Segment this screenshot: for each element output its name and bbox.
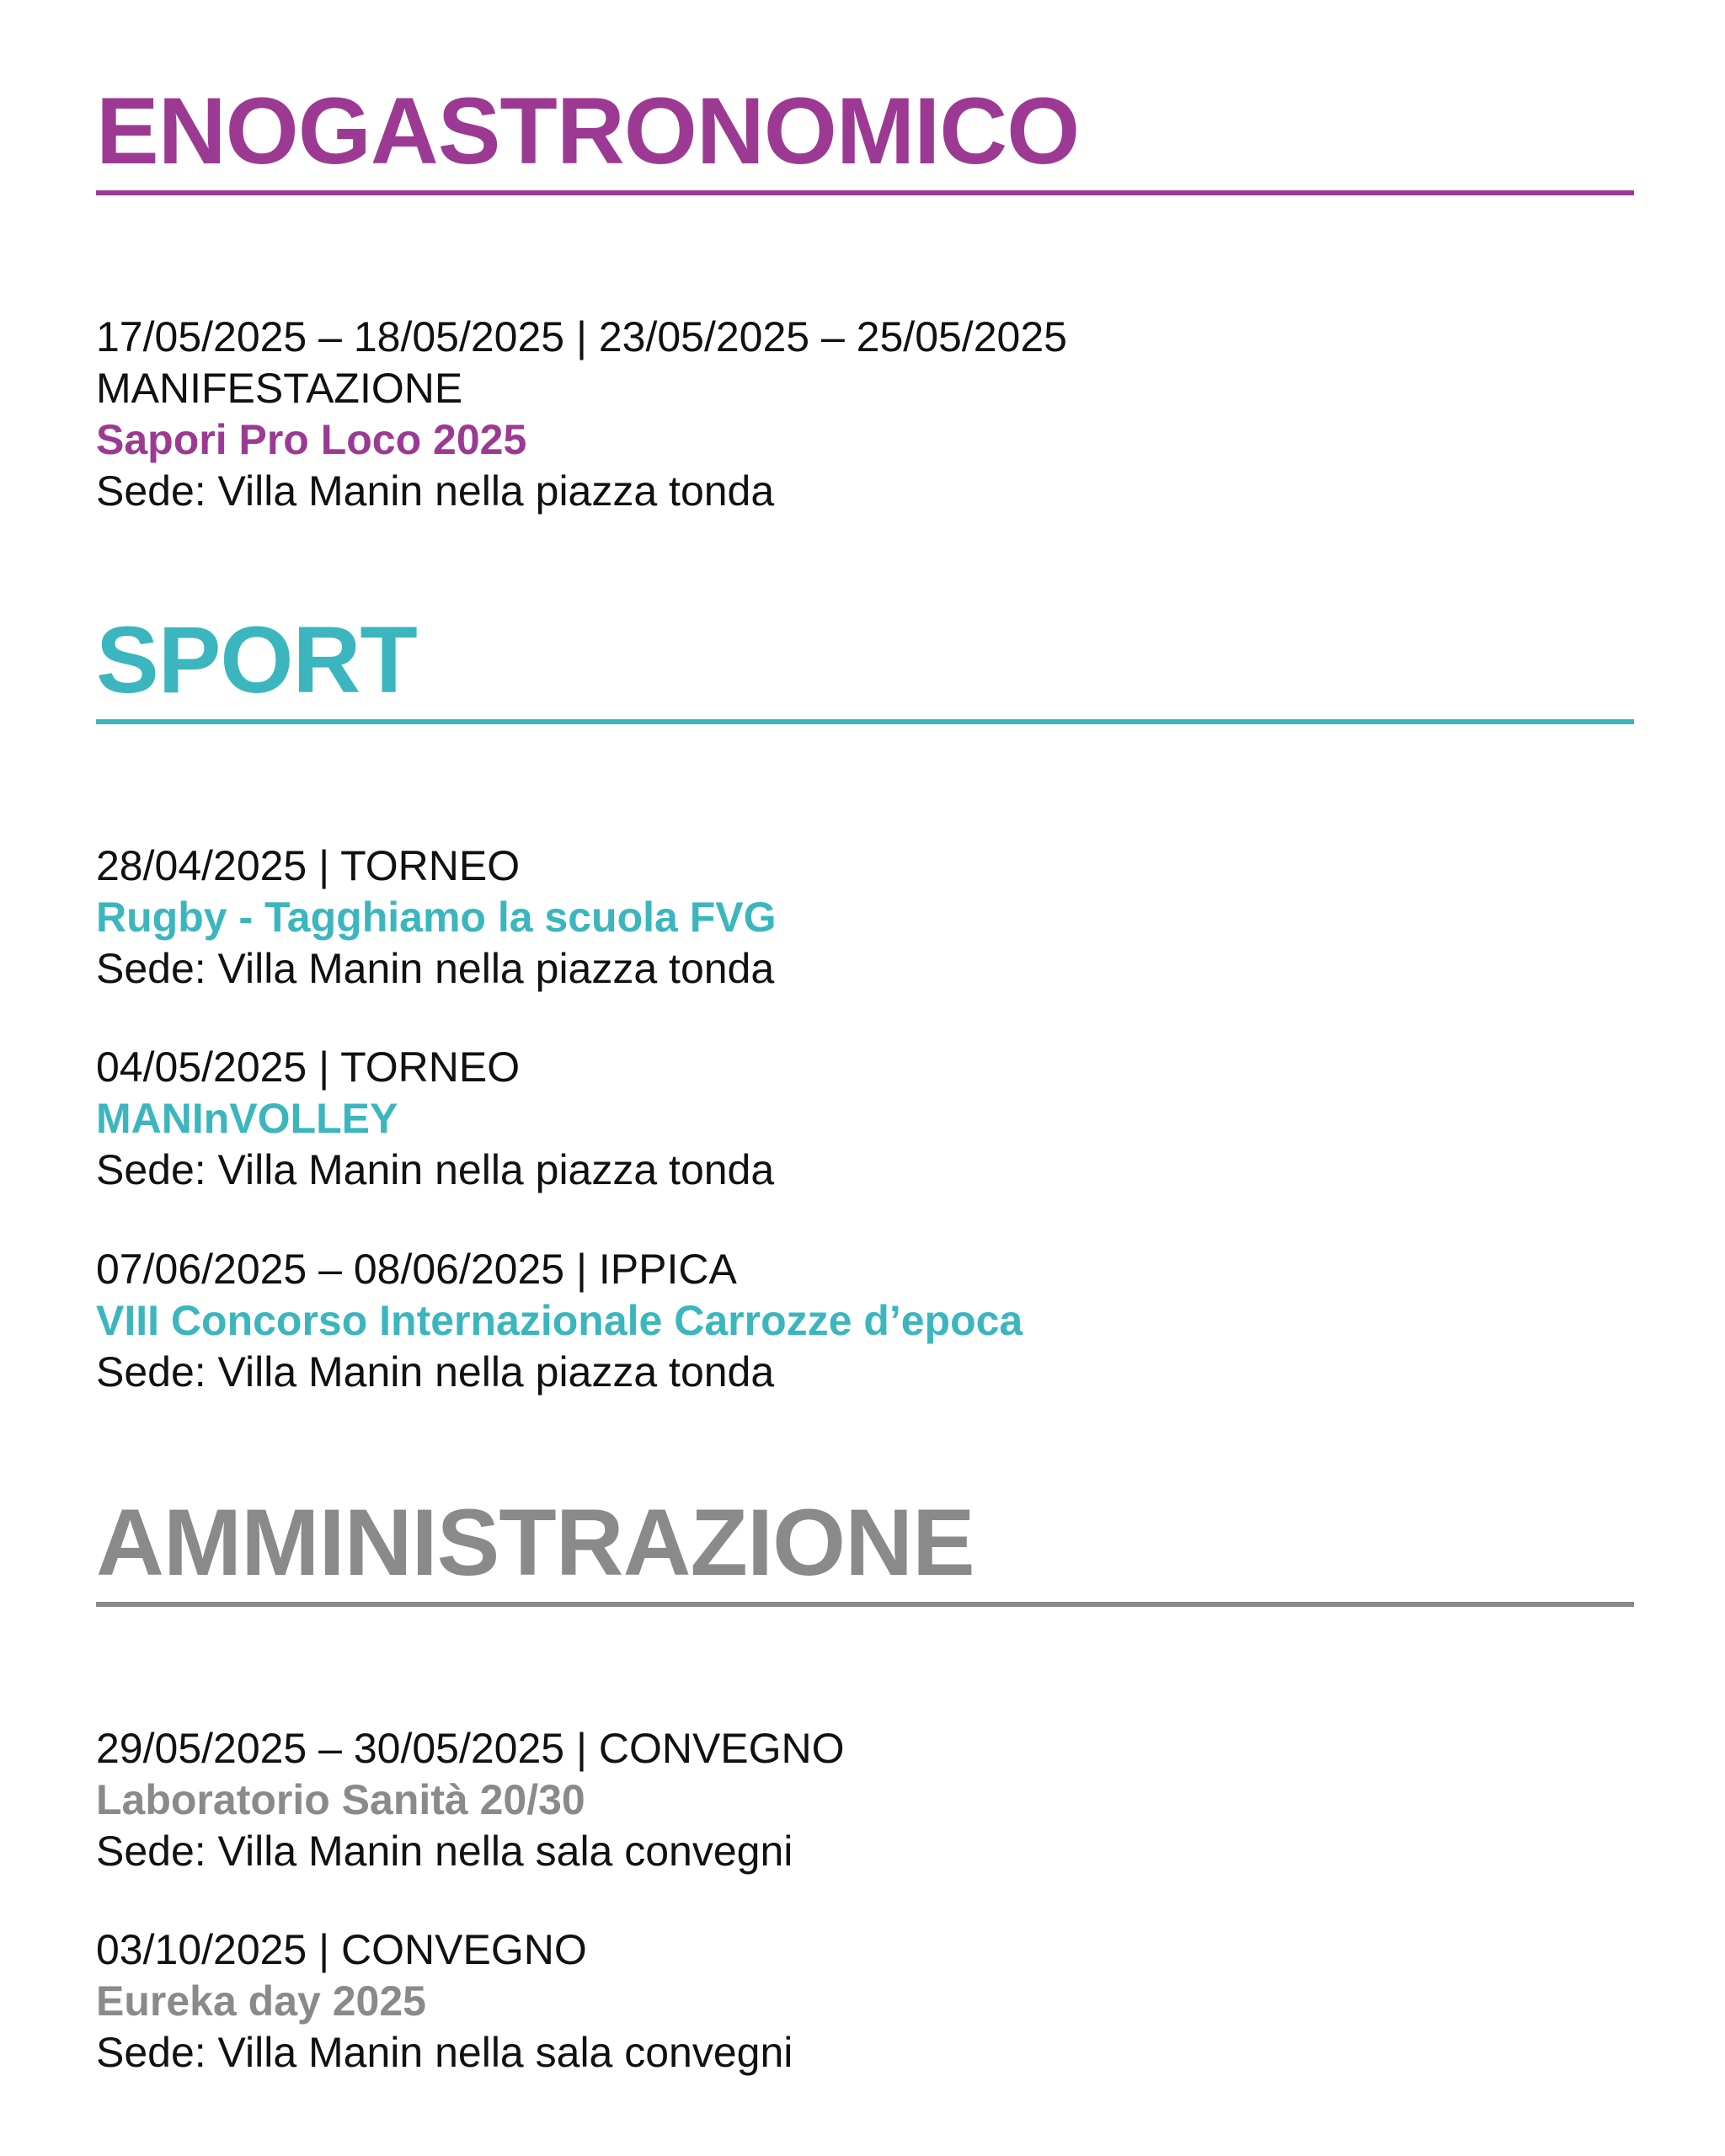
event-venue: Sede: Villa Manin nella sala convegni (96, 1828, 793, 1875)
event-item (96, 1924, 793, 2079)
section-divider (96, 719, 1634, 724)
event-item (96, 1244, 1023, 1398)
section-enogastronomico (96, 78, 1634, 515)
event-date: 04/05/2025 | TORNEO (96, 1043, 521, 1091)
event-date: 03/10/2025 | CONVEGNO (96, 1926, 587, 1973)
event-item (96, 841, 777, 995)
event-venue: Sede: Villa Manin nella piazza tonda (96, 1146, 775, 1193)
section-amministrazione (96, 1490, 1634, 2076)
event-title: Rugby - Tagghiamo la scuola FVG (96, 894, 777, 941)
event-date: 28/04/2025 | TORNEO (96, 842, 521, 889)
event-item (96, 1042, 774, 1196)
event-category: MANIFESTAZIONE (96, 365, 463, 412)
event-venue: Sede: Villa Manin nella sala convegni (96, 2029, 793, 2076)
event-title: Eureka day 2025 (96, 1977, 426, 2025)
section-title: SPORT (96, 607, 417, 712)
event-date: 29/05/2025 – 30/05/2025 | CONVEGNO (96, 1725, 845, 1772)
event-date: 07/06/2025 – 08/06/2025 | IPPICA (96, 1246, 737, 1293)
section-divider (96, 190, 1634, 195)
event-title: VIII Concorso Internazionale Carrozze d’epoca (96, 1297, 1023, 1344)
event-title: Sapori Pro Loco 2025 (96, 416, 527, 463)
event-title: MANInVOLLEY (96, 1095, 398, 1142)
event-venue: Sede: Villa Manin nella piazza tonda (96, 1348, 775, 1396)
event-title: Laboratorio Sanità 20/30 (96, 1776, 585, 1823)
event-item (96, 312, 1067, 517)
section-title: ENOGASTRONOMICO (96, 78, 1080, 184)
event-venue: Sede: Villa Manin nella piazza tonda (96, 945, 775, 992)
section-divider (96, 1602, 1634, 1607)
section-sport (96, 607, 1634, 1396)
event-venue: Sede: Villa Manin nella piazza tonda (96, 467, 775, 515)
event-date: 17/05/2025 – 18/05/2025 | 23/05/2025 – 25/05/2025 (96, 313, 1067, 360)
section-title: AMMINISTRAZIONE (96, 1490, 975, 1595)
event-item (96, 1723, 845, 1877)
